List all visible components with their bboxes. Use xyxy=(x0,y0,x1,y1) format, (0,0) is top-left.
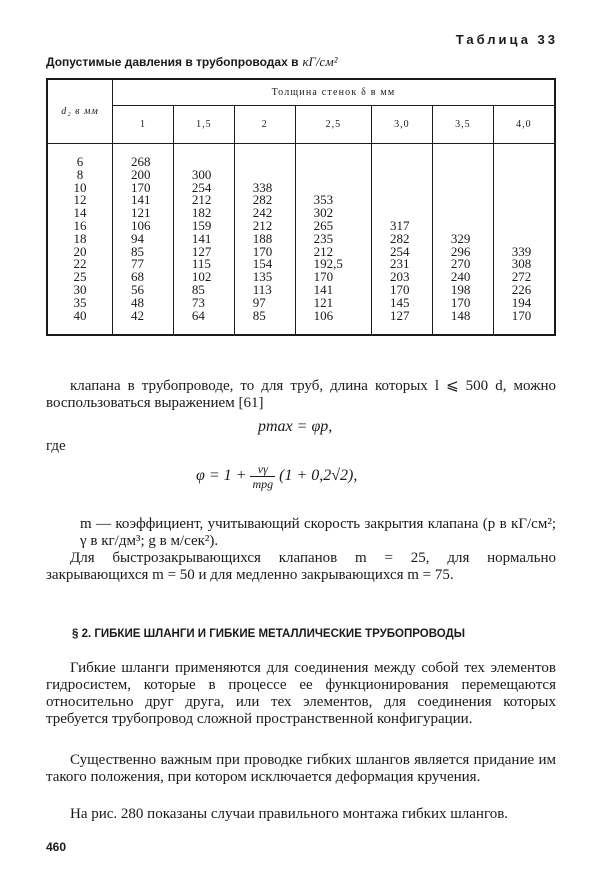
pressure-cell: 170 xyxy=(234,246,295,259)
diameter-cell: 10 xyxy=(47,182,113,195)
pressure-cell: 113 xyxy=(234,284,295,297)
diameter-cell: 25 xyxy=(47,271,113,284)
pressure-cell: 148 xyxy=(432,310,493,336)
paragraph-1: клапана в трубопроводе, то для труб, длина которых l ⩽ 500 d, можно воспользоваться выражением [61] xyxy=(46,378,556,411)
pressure-cell: 212 xyxy=(173,194,234,207)
fraction-numerator: vγ xyxy=(250,462,275,477)
pressure-cell: 121 xyxy=(295,297,371,310)
pressure-cell: 282 xyxy=(371,233,432,246)
pressure-cell xyxy=(493,194,555,207)
thickness-column-header: 3,5 xyxy=(432,106,493,144)
pressure-cell: 102 xyxy=(173,271,234,284)
pressure-cell: 77 xyxy=(113,258,174,271)
pressure-cell: 188 xyxy=(234,233,295,246)
table-row xyxy=(47,246,555,259)
pressure-cell: 154 xyxy=(234,258,295,271)
table-spacer-row xyxy=(47,144,555,157)
pressure-cell: 68 xyxy=(113,271,174,284)
pressure-cell: 338 xyxy=(234,182,295,195)
pressure-cell: 73 xyxy=(173,297,234,310)
pressure-cell xyxy=(295,156,371,169)
pressure-cell xyxy=(493,220,555,233)
pressure-cell xyxy=(493,156,555,169)
pressure-cell: 212 xyxy=(295,246,371,259)
pressure-cell: 135 xyxy=(234,271,295,284)
formula-phi-right: (1 + 0,2√2), xyxy=(279,467,358,485)
pressure-table xyxy=(46,78,556,336)
pressure-cell xyxy=(493,182,555,195)
pressure-cell xyxy=(295,169,371,182)
thickness-columns-row xyxy=(47,106,555,144)
formula-phi-left: φ = 1 + xyxy=(196,467,247,485)
pressure-cell: 200 xyxy=(113,169,174,182)
pressure-cell: 141 xyxy=(173,233,234,246)
table-row xyxy=(47,220,555,233)
pressure-cell: 265 xyxy=(295,220,371,233)
pressure-cell: 268 xyxy=(113,156,174,169)
pressure-cell: 329 xyxy=(432,233,493,246)
thickness-column-header: 4,0 xyxy=(493,106,555,144)
paragraph-5: На рис. 280 показаны случаи правильного монтажа гибких шлангов. xyxy=(70,806,509,822)
pressure-cell xyxy=(371,169,432,182)
table-caption xyxy=(46,54,338,70)
pressure-cell: 317 xyxy=(371,220,432,233)
m-definition: m — коэффициент, учитывающий скорость закрытия клапана (p в кГ/см²; γ в кг/дм³; g в м/сек²). xyxy=(80,516,556,549)
pressure-cell: 48 xyxy=(113,297,174,310)
pressure-cell: 300 xyxy=(173,169,234,182)
pressure-cell: 282 xyxy=(234,194,295,207)
section-heading: § 2. ГИБКИЕ ШЛАНГИ И ГИБКИЕ МЕТАЛЛИЧЕСКИЕ ТРУБОПРОВОДЫ xyxy=(72,628,465,640)
pressure-cell: 121 xyxy=(113,207,174,220)
thickness-header: Толщина стенок δ в мм xyxy=(113,79,556,106)
pressure-cell: 170 xyxy=(295,271,371,284)
formula-phi xyxy=(196,462,357,491)
table-caption-text: Допустимые давления в трубопроводах в xyxy=(46,55,299,69)
pressure-cell: 145 xyxy=(371,297,432,310)
diameter-cell: 35 xyxy=(47,297,113,310)
pressure-cell: 141 xyxy=(113,194,174,207)
pressure-cell: 226 xyxy=(493,284,555,297)
table-row xyxy=(47,194,555,207)
pressure-cell: 85 xyxy=(113,246,174,259)
pressure-cell: 97 xyxy=(234,297,295,310)
pressure-cell: 182 xyxy=(173,207,234,220)
pressure-cell: 203 xyxy=(371,271,432,284)
diameter-cell: 22 xyxy=(47,258,113,271)
formula-fraction xyxy=(250,462,275,491)
pressure-cell xyxy=(432,156,493,169)
thickness-column-header: 1,5 xyxy=(173,106,234,144)
diameter-header: d₂ в мм xyxy=(47,79,113,144)
pressure-cell: 106 xyxy=(295,310,371,336)
pressure-cell: 56 xyxy=(113,284,174,297)
diameter-cell: 30 xyxy=(47,284,113,297)
pressure-cell: 242 xyxy=(234,207,295,220)
diameter-cell: 18 xyxy=(47,233,113,246)
pressure-cell xyxy=(432,169,493,182)
pressure-cell: 270 xyxy=(432,258,493,271)
pressure-cell: 170 xyxy=(493,310,555,336)
pressure-cell: 240 xyxy=(432,271,493,284)
table-row xyxy=(47,182,555,195)
table-row xyxy=(47,284,555,297)
table-row xyxy=(47,271,555,284)
pressure-cell: 115 xyxy=(173,258,234,271)
pressure-cell xyxy=(432,194,493,207)
paragraph-2: Для быстрозакрывающихся клапанов m = 25, для нормально закрывающихся m = 50 и для медленно закрывающихся m = 75. xyxy=(46,550,556,583)
pressure-cell: 198 xyxy=(432,284,493,297)
pressure-cell: 159 xyxy=(173,220,234,233)
pressure-cell: 353 xyxy=(295,194,371,207)
pressure-cell: 231 xyxy=(371,258,432,271)
pressure-cell: 254 xyxy=(173,182,234,195)
pressure-cell: 272 xyxy=(493,271,555,284)
diameter-cell: 16 xyxy=(47,220,113,233)
pressure-cell: 85 xyxy=(173,284,234,297)
diameter-cell: 12 xyxy=(47,194,113,207)
table-number: Таблица 33 xyxy=(455,32,558,47)
pressure-cell: 235 xyxy=(295,233,371,246)
pressure-cell xyxy=(371,156,432,169)
pressure-cell: 192,5 xyxy=(295,258,371,271)
thickness-column-header: 2,5 xyxy=(295,106,371,144)
pressure-cell xyxy=(371,194,432,207)
table-caption-unit: кГ/см² xyxy=(302,54,338,69)
table-body xyxy=(47,144,555,336)
pressure-cell: 64 xyxy=(173,310,234,336)
pressure-cell xyxy=(432,207,493,220)
pressure-cell: 339 xyxy=(493,246,555,259)
pressure-cell: 141 xyxy=(295,284,371,297)
table-row xyxy=(47,169,555,182)
pressure-cell: 296 xyxy=(432,246,493,259)
pressure-cell: 85 xyxy=(234,310,295,336)
pressure-cell: 302 xyxy=(295,207,371,220)
table-row xyxy=(47,207,555,220)
diameter-cell: 14 xyxy=(47,207,113,220)
pressure-cell: 170 xyxy=(432,297,493,310)
pressure-cell: 42 xyxy=(113,310,174,336)
diameter-cell: 40 xyxy=(47,310,113,336)
pressure-cell: 94 xyxy=(113,233,174,246)
paragraph-4: Существенно важным при проводке гибких шлангов является придание им такого положения, при котором исключается деформация кручения. xyxy=(46,752,556,785)
pressure-cell: 127 xyxy=(173,246,234,259)
pressure-cell: 170 xyxy=(113,182,174,195)
pressure-cell: 212 xyxy=(234,220,295,233)
table-row xyxy=(47,233,555,246)
pressure-cell: 308 xyxy=(493,258,555,271)
pressure-cell: 194 xyxy=(493,297,555,310)
pressure-cell: 170 xyxy=(371,284,432,297)
pressure-cell xyxy=(295,182,371,195)
table-row xyxy=(47,156,555,169)
thickness-column-header: 2 xyxy=(234,106,295,144)
thickness-column-header: 3,0 xyxy=(371,106,432,144)
pressure-cell xyxy=(493,207,555,220)
pressure-cell xyxy=(371,182,432,195)
diameter-cell: 8 xyxy=(47,169,113,182)
pressure-cell: 127 xyxy=(371,310,432,336)
thickness-column-header: 1 xyxy=(113,106,174,144)
paragraph-3: Гибкие шланги применяются для соединения между собой тех элементов гидросистем, которые в процессе ее функционирования перемещаются относительно друг друга, или тех элементов, для соединения которых требуется трубопровод сложной пространственной конфигурации. xyxy=(46,660,556,727)
diameter-cell: 20 xyxy=(47,246,113,259)
pressure-cell: 106 xyxy=(113,220,174,233)
fraction-denominator: mpg xyxy=(252,477,274,491)
table-row xyxy=(47,310,555,336)
pressure-cell: 254 xyxy=(371,246,432,259)
pressure-cell xyxy=(432,182,493,195)
table-row xyxy=(47,258,555,271)
diameter-cell: 6 xyxy=(47,156,113,169)
pressure-cell xyxy=(493,169,555,182)
where-word: где xyxy=(46,438,66,454)
page-number: 460 xyxy=(46,840,67,854)
formula-pmax: pmax = φp, xyxy=(258,418,333,435)
pressure-cell xyxy=(234,156,295,169)
table-row xyxy=(47,297,555,310)
